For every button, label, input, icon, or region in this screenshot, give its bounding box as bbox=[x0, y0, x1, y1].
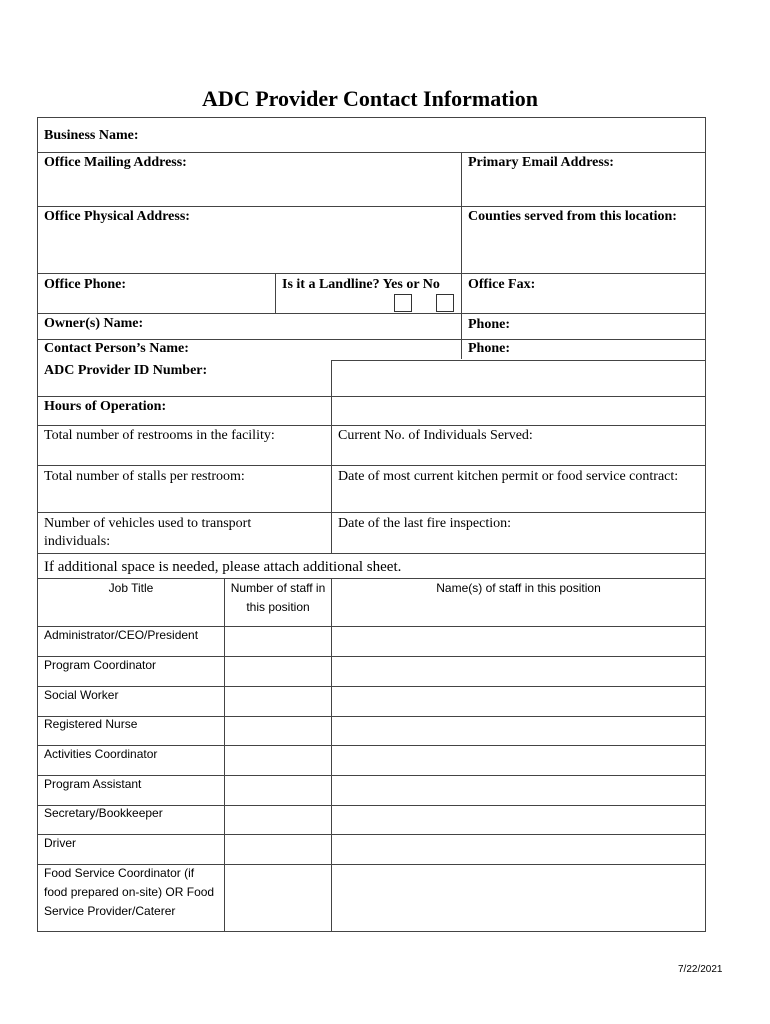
row-divider bbox=[37, 396, 706, 397]
job-title-cell: Program Assistant bbox=[44, 777, 142, 791]
primary-email-label: Primary Email Address: bbox=[468, 155, 614, 170]
row-divider bbox=[37, 512, 706, 513]
page-title: ADC Provider Contact Information bbox=[202, 86, 538, 111]
number-of-staff-header: Number of staff in this position bbox=[230, 581, 326, 614]
office-physical-address-label: Office Physical Address: bbox=[44, 209, 190, 224]
row-divider bbox=[37, 273, 706, 274]
job-title-cell: Registered Nurse bbox=[44, 717, 138, 731]
stalls-label: Total number of stalls per restroom: bbox=[44, 469, 245, 484]
table-border bbox=[705, 117, 706, 932]
column-divider bbox=[224, 578, 225, 932]
job-title-cell: Driver bbox=[44, 836, 76, 850]
office-phone-label: Office Phone: bbox=[44, 277, 127, 292]
job-title-cell: Program Coordinator bbox=[44, 658, 157, 672]
row-divider bbox=[37, 834, 706, 835]
office-fax-label: Office Fax: bbox=[468, 277, 536, 292]
landline-question-label: Is it a Landline? Yes or No bbox=[282, 277, 440, 292]
contact-phone-label: Phone: bbox=[468, 341, 510, 356]
owner-phone-label: Phone: bbox=[468, 317, 510, 332]
contact-person-label: Contact Person’s Name: bbox=[44, 341, 189, 356]
provider-id-label: ADC Provider ID Number: bbox=[44, 363, 208, 378]
row-divider bbox=[37, 425, 706, 426]
job-title-cell: Activities Coordinator bbox=[44, 747, 158, 761]
row-divider bbox=[37, 465, 706, 466]
individuals-served-label: Current No. of Individuals Served: bbox=[338, 428, 533, 443]
job-title-cell: Food Service Coordinator (if food prepared on-site) OR Food Service Provider/Caterer bbox=[44, 866, 215, 918]
hours-of-operation-label: Hours of Operation: bbox=[44, 399, 167, 414]
additional-space-note: If additional space is needed, please attach additional sheet. bbox=[44, 559, 402, 575]
table-border bbox=[37, 931, 706, 932]
row-divider bbox=[37, 686, 706, 687]
job-title-header: Job Title bbox=[108, 581, 154, 595]
footer-date: 7/22/2021 bbox=[678, 964, 723, 975]
counties-served-label: Counties served from this location: bbox=[468, 209, 677, 224]
column-divider bbox=[331, 360, 332, 553]
restrooms-label: Total number of restrooms in the facility: bbox=[44, 428, 275, 443]
kitchen-permit-label: Date of most current kitchen permit or food service contract: bbox=[338, 469, 679, 484]
column-divider bbox=[331, 578, 332, 932]
row-divider bbox=[37, 152, 706, 153]
row-divider bbox=[37, 313, 706, 314]
landline-no-checkbox[interactable] bbox=[436, 294, 454, 312]
job-title-cell: Administrator/CEO/President bbox=[44, 628, 199, 642]
vehicles-label: Number of vehicles used to transport individuals: bbox=[44, 516, 252, 549]
business-name-label: Business Name: bbox=[44, 128, 139, 143]
row-divider bbox=[331, 360, 706, 361]
owners-name-label: Owner(s) Name: bbox=[44, 316, 144, 331]
job-title-cell: Secretary/Bookkeeper bbox=[44, 806, 163, 820]
office-mailing-address-label: Office Mailing Address: bbox=[44, 155, 187, 170]
job-title-cell: Social Worker bbox=[44, 688, 119, 702]
staff-names-header: Name(s) of staff in this position bbox=[436, 581, 601, 595]
table-border bbox=[37, 117, 38, 932]
row-divider bbox=[37, 206, 706, 207]
table-border bbox=[37, 117, 706, 118]
column-divider bbox=[275, 273, 276, 313]
landline-yes-checkbox[interactable] bbox=[394, 294, 412, 312]
row-divider bbox=[37, 553, 706, 554]
fire-inspection-label: Date of the last fire inspection: bbox=[338, 516, 511, 531]
column-divider bbox=[461, 152, 462, 359]
